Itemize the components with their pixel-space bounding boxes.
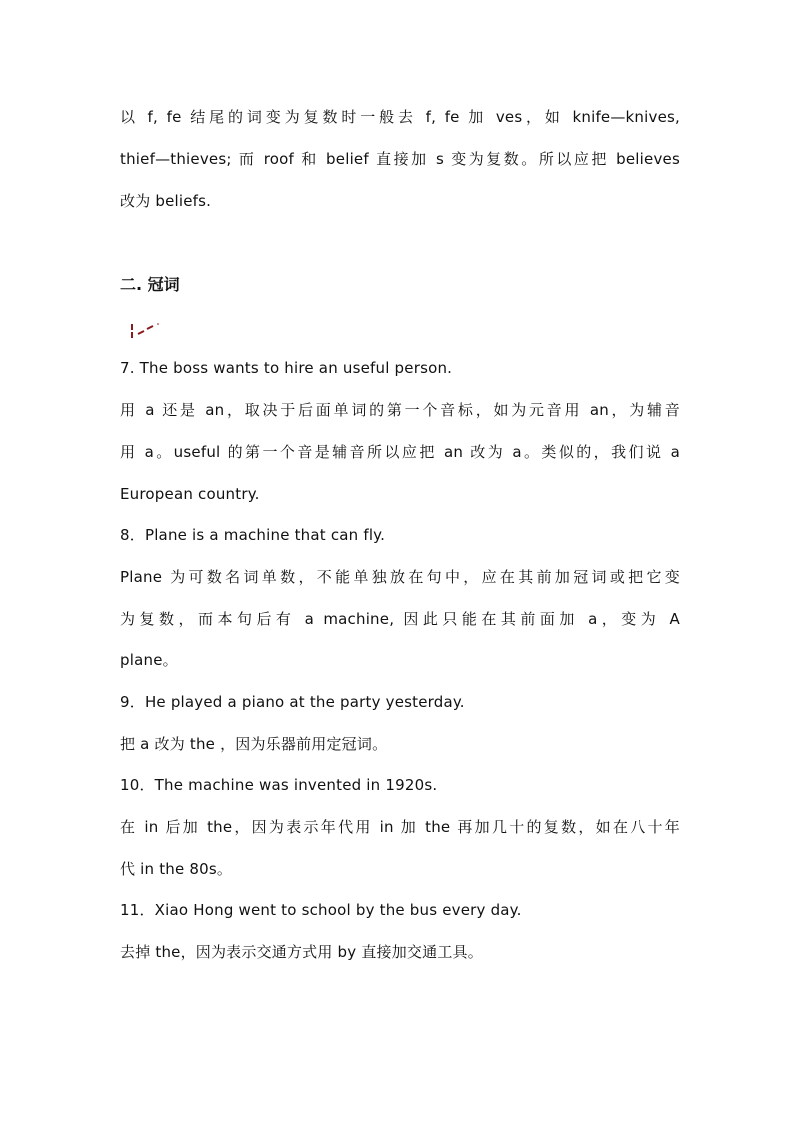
paragraph-line-2: thief—thieves; 而 roof 和 belief 直接加 s 变为复数。所以应把 believes <box>120 150 680 168</box>
answer-10-line-1: 在 in 后加 the，因为表示年代用 in 加 the 再加几十的复数，如在八十年 <box>120 818 680 836</box>
paragraph-line-3: 改为 beliefs. <box>120 192 212 210</box>
answer-8-line-3: plane。 <box>120 651 178 669</box>
answer-10-line-2: 代 in the 80s。 <box>120 860 233 878</box>
answer-11: 去掉 the，因为表示交通方式用 by 直接加交通工具。 <box>120 943 483 961</box>
answer-8-line-2: 为复数，而本句后有 a machine, 因此只能在其前面加 a，变为 A <box>120 610 680 628</box>
answer-7-line-1: 用 a 还是 an，取决于后面单词的第一个音标，如为元音用 an，为辅音 <box>120 401 680 419</box>
answer-7-line-3: European country. <box>120 485 260 503</box>
question-11: 11．Xiao Hong went to school by the bus every day. <box>120 901 522 919</box>
question-7: 7. The boss wants to hire an useful person. <box>120 359 453 377</box>
paragraph-line-1: 以 f, fe 结尾的词变为复数时一般去 f, fe 加 ves，如 knife—knives, <box>120 108 680 126</box>
section-heading: 二. 冠词 <box>120 275 180 294</box>
question-8: 8．Plane is a machine that can fly. <box>120 526 386 544</box>
question-10: 10．The machine was invented in 1920s. <box>120 776 438 794</box>
editing-mark-icon <box>128 320 168 342</box>
answer-9: 把 a 改为 the ，因为乐器前用定冠词。 <box>120 735 388 753</box>
question-9: 9．He played a piano at the party yesterday. <box>120 693 465 711</box>
answer-8-line-1: Plane 为可数名词单数，不能单独放在句中，应在其前加冠词或把它变 <box>120 568 680 586</box>
answer-7-line-2: 用 a。useful 的第一个音是辅音所以应把 an 改为 a。类似的，我们说 a <box>120 443 680 461</box>
